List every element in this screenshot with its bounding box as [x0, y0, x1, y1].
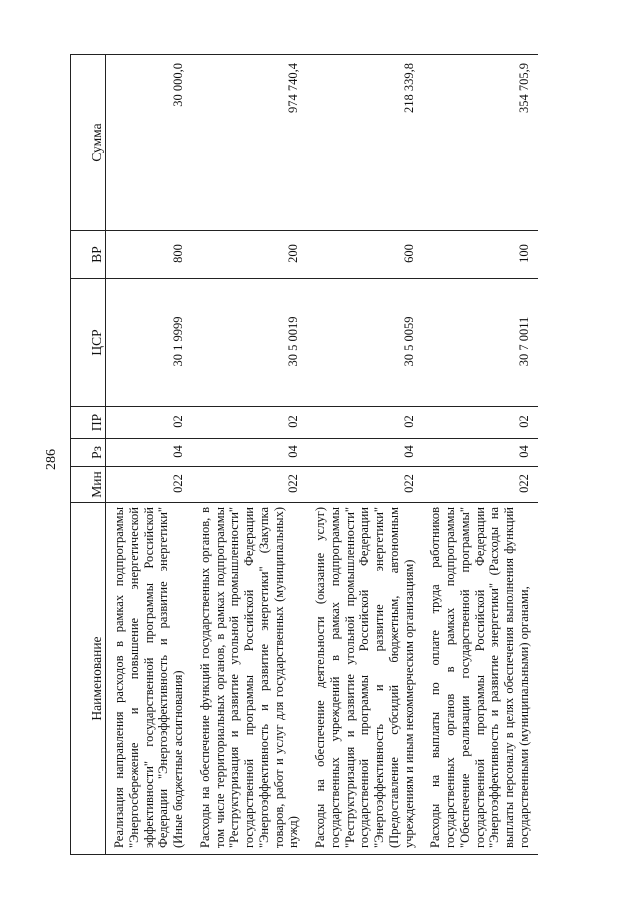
row-sum: 354 705,9 — [422, 55, 537, 231]
header-rz: Рз — [71, 439, 106, 467]
rotated-table-container — [70, 55, 605, 855]
row-min: 022 — [422, 467, 537, 503]
row-pr: 02 — [192, 407, 307, 439]
row-csr: 30 1 9999 — [106, 279, 192, 407]
table-header-row — [71, 55, 106, 855]
row-sum: 30 000,0 — [106, 55, 192, 231]
row-sum: 974 740,4 — [192, 55, 307, 231]
row-name: Реализация направления расходов в рамках подпрограммы "Энергосбережение и повышение энергетической эффективности" государственной программы Российской Федерации "Энергоэффективность и развитие энергетики" (Иные бюджетные ассигнования) — [106, 503, 192, 855]
header-min: Мин — [71, 467, 106, 503]
budget-table — [70, 54, 538, 855]
row-csr: 30 5 0019 — [192, 279, 307, 407]
table-row — [422, 55, 537, 855]
row-csr: 30 5 0059 — [307, 279, 422, 407]
row-min: 022 — [106, 467, 192, 503]
header-pr: ПР — [71, 407, 106, 439]
row-pr: 02 — [307, 407, 422, 439]
header-vr: ВР — [71, 231, 106, 279]
table-row — [106, 55, 192, 855]
row-rz: 04 — [307, 439, 422, 467]
row-rz: 04 — [422, 439, 537, 467]
row-rz: 04 — [106, 439, 192, 467]
row-vr: 600 — [307, 231, 422, 279]
row-vr: 800 — [106, 231, 192, 279]
table-row — [307, 55, 422, 855]
row-sum: 218 339,8 — [307, 55, 422, 231]
row-vr: 200 — [192, 231, 307, 279]
header-csr: ЦСР — [71, 279, 106, 407]
row-vr: 100 — [422, 231, 537, 279]
row-min: 022 — [192, 467, 307, 503]
row-csr: 30 7 0011 — [422, 279, 537, 407]
row-name: Расходы на выплаты по оплате труда работников государственных органов в рамках подпрограммы "Обеспечение реализации государственной программы" государственной программы Российской Федерации "Энергоэффективность и развитие энергетики" (Расходы на выплаты персоналу в целях обеспечения выполнения функций государственными (муниципальными) органами, — [422, 503, 537, 855]
row-name: Расходы на обеспечение деятельности (оказание услуг) государственных учреждений в рамках подпрограммы "Реструктуризация и развитие угольной промышленности" государственной программы Российской Федерации "Энергоэффективность и развитие энергетики" (Предоставление субсидий бюджетным, автономным учреждениям и иным некоммерческим организациям) — [307, 503, 422, 855]
row-name: Расходы на обеспечение функций государственных органов, в том числе территориальных органов, в рамках подпрограммы "Реструктуризация и развитие угольной промышленности" государственной программы Российской Федерации "Энергоэффективность и развитие энергетики" (Закупка товаров, работ и услуг для государственных (муниципальных) нужд) — [192, 503, 307, 855]
row-pr: 02 — [422, 407, 537, 439]
table-row — [192, 55, 307, 855]
header-sum: Сумма — [71, 55, 106, 231]
row-rz: 04 — [192, 439, 307, 467]
header-name: Наименование — [71, 503, 106, 855]
row-pr: 02 — [106, 407, 192, 439]
page-number: 286 — [44, 449, 59, 470]
row-min: 022 — [307, 467, 422, 503]
